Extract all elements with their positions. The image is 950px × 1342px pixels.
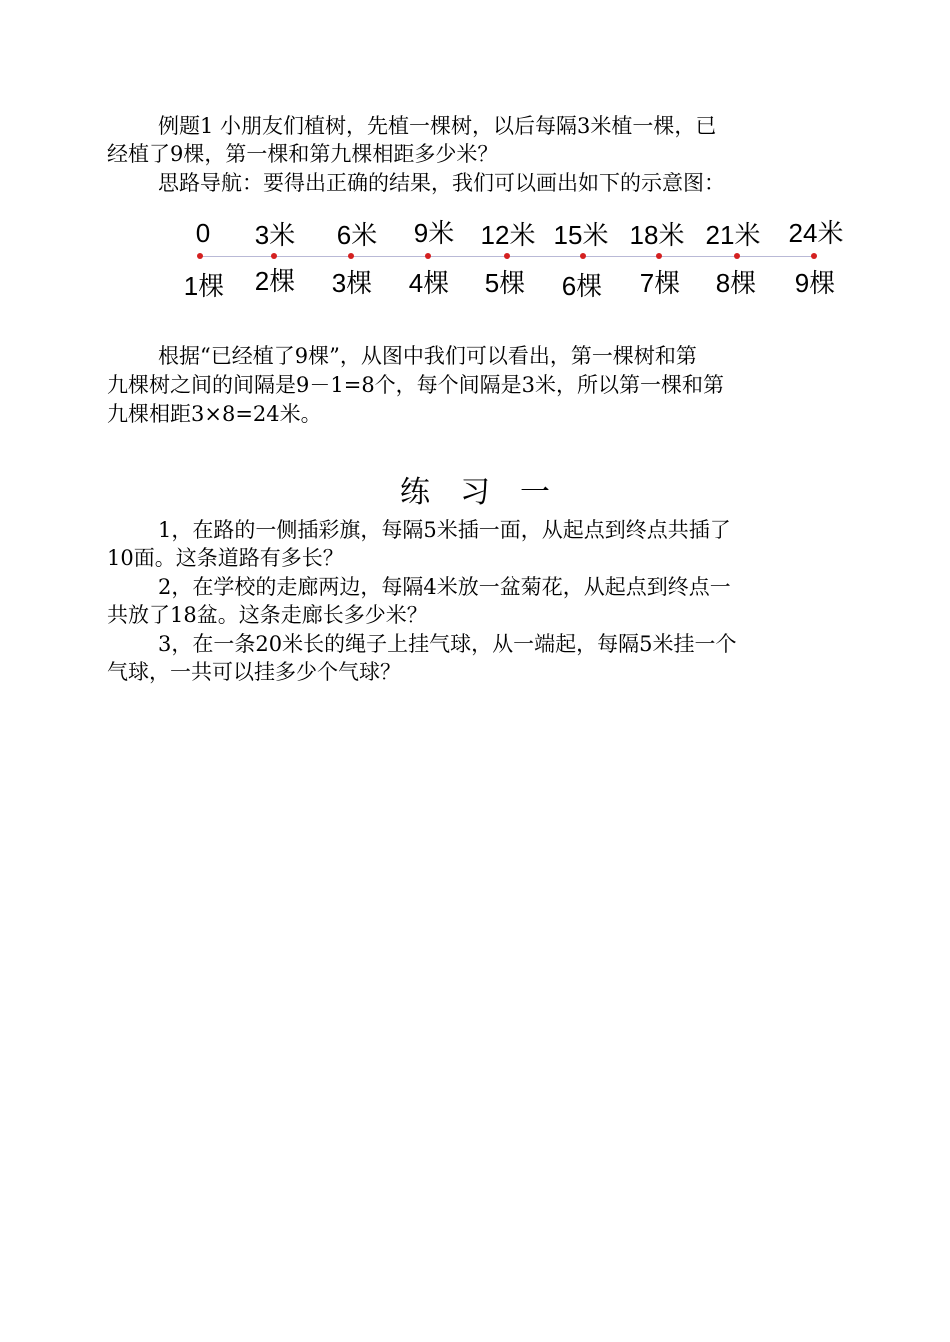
- distance-label: 21米: [705, 220, 761, 250]
- distance-label: 0: [195, 218, 211, 248]
- explanation-line-1: 根据“已经植了9棵”，从图中我们可以看出，第一棵树和第: [158, 344, 697, 368]
- tree-count-label: 3棵: [331, 268, 373, 298]
- tree-count-label: 4棵: [408, 268, 450, 298]
- explanation-line-3: 九棵相距3×8=24米。: [107, 402, 322, 426]
- tree-count-label: 7棵: [639, 268, 681, 298]
- tree-count-label: 6棵: [561, 271, 603, 301]
- example-line-2: 经植了9棵，第一棵和第九棵相距多少米？: [107, 142, 499, 166]
- distance-label: 6米: [336, 220, 378, 250]
- explanation-line-2: 九棵树之间的间隔是9－1=8个，每个间隔是3米，所以第一棵和第: [107, 373, 725, 397]
- tree-dot: [734, 253, 740, 259]
- exercise-q3-line-1: 3，在一条20米长的绳子上挂气球，从一端起，每隔5米挂一个: [158, 632, 737, 656]
- tree-dot: [656, 253, 662, 259]
- example-line-1: 例题1 小朋友们植树，先植一棵树，以后每隔3米植一棵，已: [158, 114, 717, 138]
- exercise-q3-line-2: 气球，一共可以挂多少个气球？: [107, 660, 401, 684]
- exercise-title: 练习一: [400, 475, 580, 510]
- exercise-q1-line-2: 10面。这条道路有多长？: [107, 546, 344, 570]
- example-hint: 思路导航：要得出正确的结果，我们可以画出如下的示意图：: [158, 171, 725, 195]
- tree-spacing-diagram: [0, 210, 950, 310]
- distance-label: 18米: [629, 220, 685, 250]
- tree-dot: [271, 253, 277, 259]
- distance-label: 24米: [788, 218, 844, 248]
- distance-label: 15米: [553, 220, 609, 250]
- tree-dot: [504, 253, 510, 259]
- tree-count-label: 8棵: [715, 268, 757, 298]
- tree-count-label: 1棵: [183, 271, 225, 301]
- tree-count-label: 9棵: [794, 268, 836, 298]
- tree-count-label: 2棵: [254, 266, 296, 296]
- distance-label: 3米: [254, 220, 296, 250]
- tree-dot: [811, 253, 817, 259]
- tree-dot: [425, 253, 431, 259]
- distance-label: 9米: [413, 218, 455, 248]
- distance-label: 12米: [480, 220, 536, 250]
- exercise-q2-line-1: 2，在学校的走廊两边，每隔4米放一盆菊花，从起点到终点一: [158, 575, 731, 599]
- tree-dot: [197, 253, 203, 259]
- tree-dot: [580, 253, 586, 259]
- tree-count-label: 5棵: [484, 268, 526, 298]
- exercise-q2-line-2: 共放了18盆。这条走廊长多少米？: [107, 603, 428, 627]
- tree-dot: [348, 253, 354, 259]
- exercise-q1-line-1: 1，在路的一侧插彩旗，每隔5米插一面，从起点到终点共插了: [158, 518, 731, 542]
